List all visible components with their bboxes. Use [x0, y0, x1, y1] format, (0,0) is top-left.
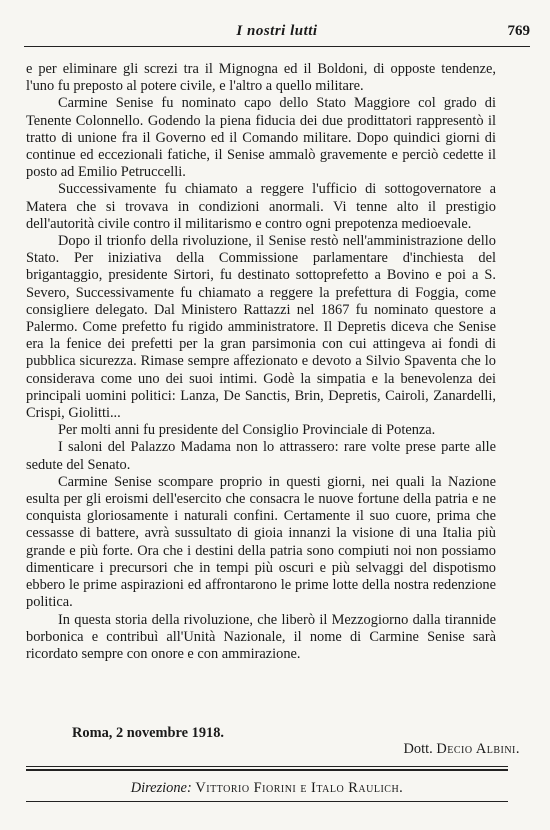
running-title: I nostri lutti — [236, 23, 318, 39]
footer-label: Direzione: — [130, 780, 192, 796]
header-rule — [24, 46, 530, 47]
signature — [404, 741, 520, 758]
page-header — [24, 19, 530, 45]
footer — [26, 780, 508, 797]
footer-rule-bottom — [26, 801, 508, 802]
footer-names: Vittorio Fiorini e Italo Raulich. — [195, 780, 404, 796]
footer-rule-thick — [26, 769, 508, 771]
page-number: 769 — [507, 23, 530, 39]
dateline: Roma, 2 novembre 1918. — [72, 725, 225, 741]
paragraph: Successivamente fu chiamato a reggere l'ufficio di sottogovernatore a Matera che si trovava in condizioni anormali. Vi tenne alto il prestigio dell'autorità civile contro il militarismo e contro ogni prepotenza medioevale. — [26, 181, 496, 232]
paragraph: e per eliminare gli screzi tra il Mignogna ed il Boldoni, di opposte tendenze, l'uno fu preposto al potere civile, e l'altro a quello militare. — [26, 61, 496, 95]
paragraph: Per molti anni fu presidente del Consiglio Provinciale di Potenza. — [58, 422, 436, 439]
signature-name: Decio Albini. — [436, 741, 520, 757]
article-body — [26, 61, 496, 663]
signature-title: Dott. — [403, 741, 433, 757]
paragraph: Carmine Senise scompare proprio in questi giorni, nei quali la Nazione esulta per gli eroismi dell'esercito che consacra le nuove fortune della patria e ne conquista gloriosamente i naturali confini. Certamente il suo cuore, prima che cessasse di battere, avrà sussultato di gioia innanzi la visione di una Italia più grande e più forte. Ora che i destini della patria sono compiuti noi non possiamo dimenticare i precursori che in tempi più oscuri e più selvaggi del dispotismo ebbero le prime aspirazioni ed affrontarono le prime lotte della nostra redenzione politica. — [26, 473, 496, 611]
paragraph: Carmine Senise fu nominato capo dello Stato Maggiore col grado di Tenente Colonnello. Godendo la piena fiducia dei due prodittatori rappresentò il tratto di unione fra il Governo ed il Comando militare. Dopo quindici giorni di continue ed eccezionali fatiche, il Senise ammalò gravemente e perciò cedette il posto ad Emilio Petruccelli. — [26, 95, 496, 181]
paragraph: I saloni del Palazzo Madama non lo attrassero: rare volte prese parte alle sedute del Senato. — [26, 439, 496, 473]
footer-rule-thin — [26, 766, 508, 767]
paragraph: In questa storia della rivoluzione, che liberò il Mezzogiorno dalla tirannide borbonica e contribuì all'Unità Nazionale, il nome di Carmine Senise sarà ricordato sempre con onore e con ammirazione. — [26, 611, 496, 662]
paragraph: Dopo il trionfo della rivoluzione, il Senise restò nell'amministrazione dello Stato. Per iniziativa della Commissione parlamentare d'inchiesta del brigantaggio, presidente Sirtori, fu destinato sottoprefetto a Bovino e poi a S. Severo, Successivamente fu chiamato a reggere la prefettura di Foggia, come consigliere delegato. Dal Ministero Rattazzi nel 1867 fu nominato questore a Palermo. Come prefetto fu rigido amministratore. Il Depretis diceva che Senise era la fenice dei prefetti per la gran parsimonia con cui attingeva ai fondi di pubblica sicurezza. Rimase sempre affezionato e devoto a Silvio Spaventa che lo considerava come uno dei suoi intimi. Godè la simpatia e la benevolenza dei principali uomini politici: Lanza, De Sanctis, Brin, Depretis, Cairoli, Zanardelli, Crispi, Giolitti... — [26, 233, 496, 422]
